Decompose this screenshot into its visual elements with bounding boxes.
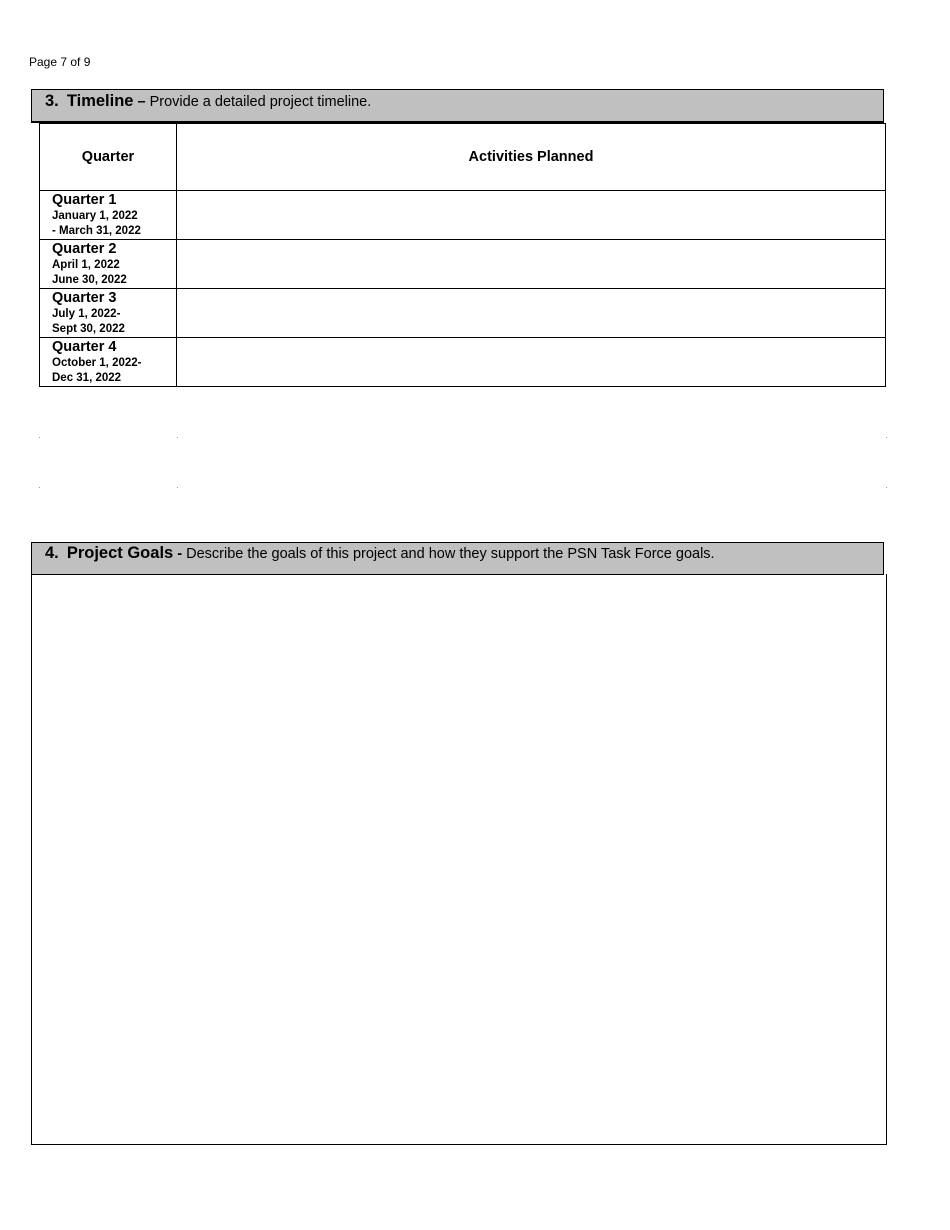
quarter-cell xyxy=(40,288,177,337)
section-number: 4. xyxy=(45,544,59,562)
activities-column-header: Activities Planned xyxy=(177,124,886,191)
quarter-dates-end: - March 31, 2022 xyxy=(52,224,141,237)
quarter-cell xyxy=(40,239,177,288)
quarter-dates-end: June 30, 2022 xyxy=(52,273,127,286)
quarter-dates-start: January 1, 2022 xyxy=(52,209,138,222)
quarter-dates-start: April 1, 2022 xyxy=(52,258,120,271)
table-header-row xyxy=(40,124,886,191)
activities-field[interactable] xyxy=(177,288,886,337)
quarter-cell xyxy=(40,191,177,240)
quarter-dates-end: Sept 30, 2022 xyxy=(52,322,125,335)
project-goals-response-field[interactable] xyxy=(31,574,887,1145)
table-row xyxy=(40,288,886,337)
page-number: Page 7 of 9 xyxy=(29,55,91,69)
table-row xyxy=(40,191,886,240)
section-title: Timeline xyxy=(66,92,134,110)
section-description: Provide a detailed project timeline. xyxy=(149,94,372,110)
table-row xyxy=(40,337,886,386)
project-goals-section-header xyxy=(31,542,884,575)
quarter-dates-start: July 1, 2022- xyxy=(52,307,121,320)
table-row xyxy=(40,239,886,288)
quarter-name: Quarter 2 xyxy=(52,240,117,257)
quarter-name: Quarter 4 xyxy=(52,338,117,355)
section-number: 3. xyxy=(45,92,59,110)
quarter-cell xyxy=(40,337,177,386)
activities-field[interactable] xyxy=(177,191,886,240)
quarter-name: Quarter 3 xyxy=(52,289,117,306)
quarter-column-header: Quarter xyxy=(40,124,177,191)
quarter-name: Quarter 1 xyxy=(52,192,117,208)
section-title: Project Goals xyxy=(66,544,174,562)
quarter-dates-end: Dec 31, 2022 xyxy=(52,371,122,384)
section-separator: - xyxy=(177,546,183,562)
stray-mark xyxy=(177,437,178,438)
timeline-section-header xyxy=(31,89,884,123)
stray-mark xyxy=(177,487,178,488)
section-description: Describe the goals of this project and how they support the PSN Task Force goals. xyxy=(186,546,715,562)
quarter-dates-start: October 1, 2022- xyxy=(52,356,142,369)
section-separator: – xyxy=(137,94,146,110)
timeline-table xyxy=(39,123,886,387)
stray-mark xyxy=(39,437,40,438)
stray-mark xyxy=(886,437,887,438)
stray-mark xyxy=(886,487,887,488)
activities-field[interactable] xyxy=(177,239,886,288)
stray-mark xyxy=(39,487,40,488)
activities-field[interactable] xyxy=(177,337,886,386)
